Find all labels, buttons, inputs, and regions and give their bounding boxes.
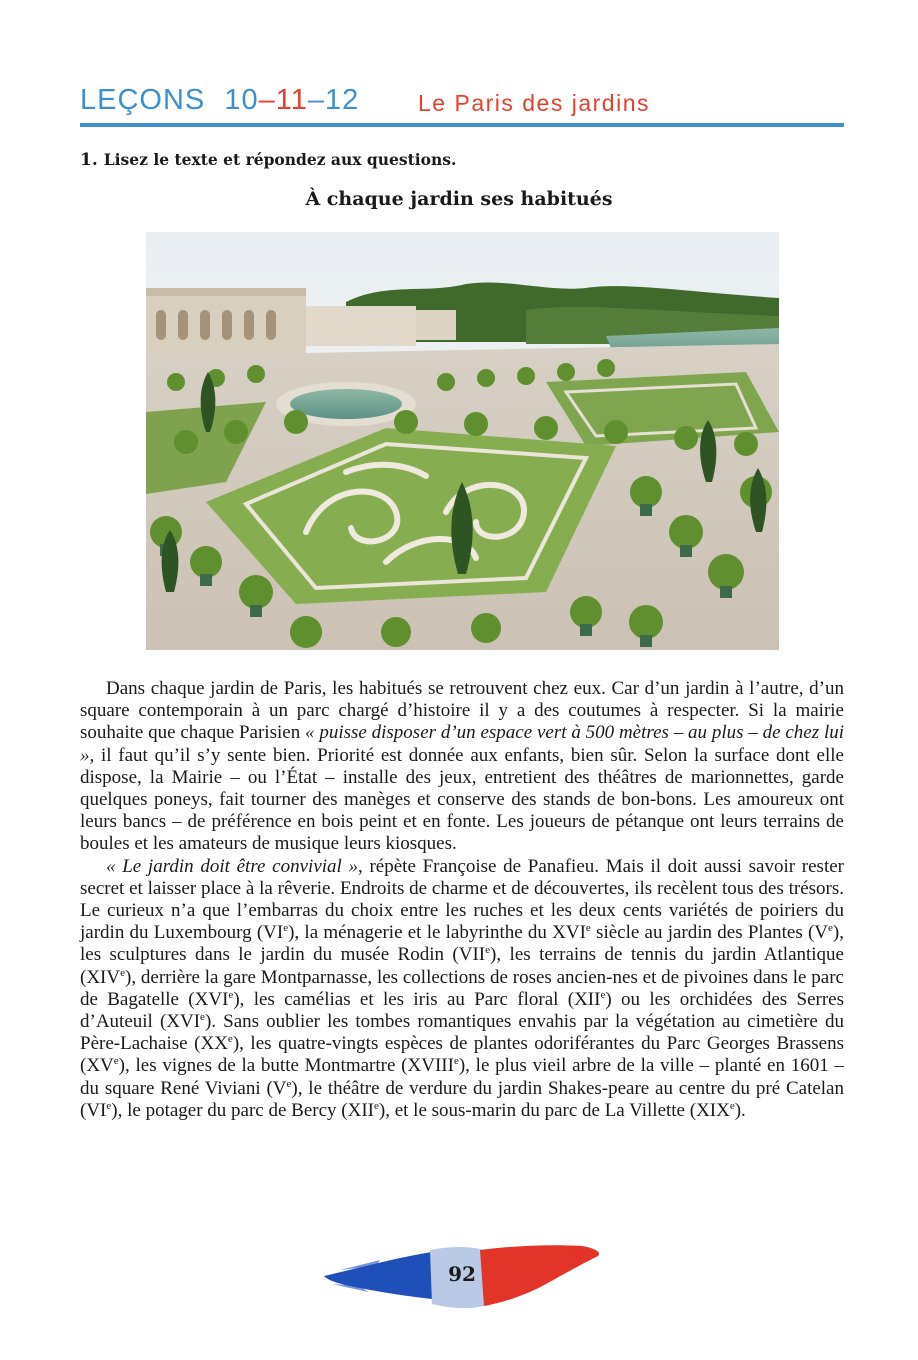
paragraph-2 bbox=[80, 856, 844, 1122]
lesson-sep-1: – bbox=[258, 84, 276, 116]
sup: e bbox=[374, 1099, 379, 1112]
lesson-10: 10 bbox=[224, 84, 259, 116]
lessons-label bbox=[80, 84, 359, 117]
p2-quote: « Le jardin doit être convivial » bbox=[106, 855, 359, 877]
sup: e bbox=[485, 944, 491, 957]
sup: e bbox=[227, 1033, 233, 1046]
sup: e bbox=[228, 988, 234, 1001]
p2-text-13: ), le théâtre de verdure du jardin Shakes-peare au centre du pré Catelan (VI bbox=[80, 1077, 844, 1121]
article-body bbox=[80, 678, 844, 1122]
sup: e bbox=[283, 922, 289, 935]
p2-text-6: ), derrière la gare Montparnasse, les collections de roses ancien-nes et de pivoines dans le parc de Bagatelle (XVI bbox=[80, 966, 844, 1010]
p2-text-12: ), le plus vieil arbre de la ville – planté en 1601 – du square René Viviani (V bbox=[80, 1055, 844, 1099]
sup: e bbox=[200, 1011, 205, 1024]
paragraph-1 bbox=[80, 678, 844, 856]
sup: e bbox=[828, 922, 833, 935]
exercise-instruction bbox=[80, 150, 456, 170]
chapter-title: Le Paris des jardins bbox=[418, 90, 650, 116]
sup: e bbox=[106, 1099, 112, 1112]
p2-text-15: ), et le sous-marin du parc de La Villette (XIX bbox=[378, 1099, 730, 1121]
p2-text-3: siècle au jardin des Plantes (V bbox=[590, 922, 829, 944]
p1-text-a: Dans chaque jardin de Paris, les habitués se retrouvent chez eux. Car d’un jardin à l’autre, d’un square contemporain à un parc chargé d’histoire il y a des coutumes à respecter. Si la mairie souhaite que chaque Parisien bbox=[80, 678, 844, 744]
p1-text-b: il faut qu’il s’y sente bien. Priorité est donnée aux enfants, bien sûr. Selon la surface dont elle dispose, la Mairie – ou l’État – installe des jeux, entretient des théâtres de marionnettes, garde quelques poneys, fait tourner des manèges et conserve des stands de bon-bons. Les amoureux ont leurs bancs – de préférence en bois peint et en fonte. Les joueurs de pétanque ont leurs terrains de boules et les amateurs de musique leurs kiosques. bbox=[80, 744, 844, 855]
p2-text-11: ), les vignes de la butte Montmartre (XVIII bbox=[118, 1055, 454, 1077]
p2-text-9: ). Sans oublier les tombes romantiques envahis par la végétation au cimetière du Père-Lachaise (XX bbox=[80, 1011, 844, 1055]
sup: e bbox=[585, 922, 591, 935]
exercise-text: Lisez le texte et répondez aux questions. bbox=[103, 150, 457, 169]
page-number: 92 bbox=[448, 1262, 476, 1286]
lesson-11: 11 bbox=[275, 84, 308, 116]
p1-quote: « puisse disposer d’un espace vert à 500 mètres – au plus – de chez lui », bbox=[80, 722, 845, 766]
page-header bbox=[80, 84, 844, 128]
sup: e bbox=[600, 988, 606, 1001]
lesson-12: 12 bbox=[324, 84, 360, 116]
sup: e bbox=[729, 1099, 735, 1112]
sup: e bbox=[453, 1055, 459, 1068]
garden-photo bbox=[146, 232, 779, 650]
text-title: À chaque jardin ses habitués bbox=[305, 188, 613, 210]
sup: e bbox=[120, 966, 125, 979]
sup: e bbox=[113, 1055, 119, 1068]
p2-text-5: ), les terrains de tennis du jardin Atlantique (XIV bbox=[80, 944, 844, 988]
p2-text-4: ), les sculptures dans le jardin du musée Rodin (VII bbox=[80, 922, 844, 966]
p2-text-14: ), le potager du parc de Bercy (XII bbox=[111, 1099, 374, 1121]
lesson-sep-2: – bbox=[307, 84, 325, 116]
header-rule bbox=[80, 123, 844, 127]
p2-text-1: , répète Françoise de Panafieu. Mais il doit aussi savoir rester secret et laisser place à la rêverie. Endroits de charme et de découvertes, ils recèlent tous des trésors. Le curieux n’a que l’embarras du choix entre les ruches et les deux cents variétés de poiriers du jardin du Luxembourg (VI bbox=[80, 855, 844, 944]
exercise-number: 1. bbox=[80, 150, 98, 170]
sup: e bbox=[286, 1077, 292, 1090]
lessons-word: LEÇONS bbox=[80, 84, 206, 116]
p2-text-16: ). bbox=[734, 1099, 746, 1121]
p2-text-8: ) ou les orchidées des Serres d’Auteuil (XVI bbox=[80, 988, 844, 1033]
p2-text-10: ), les quatre-vingts espèces de plantes odoriférantes du Parc Georges Brassens (XV bbox=[80, 1033, 844, 1077]
p2-text-2: ), la ménagerie et le labyrinthe du XVI bbox=[288, 922, 586, 944]
p2-text-7: ), les camélias et les iris au Parc floral (XII bbox=[233, 988, 601, 1010]
